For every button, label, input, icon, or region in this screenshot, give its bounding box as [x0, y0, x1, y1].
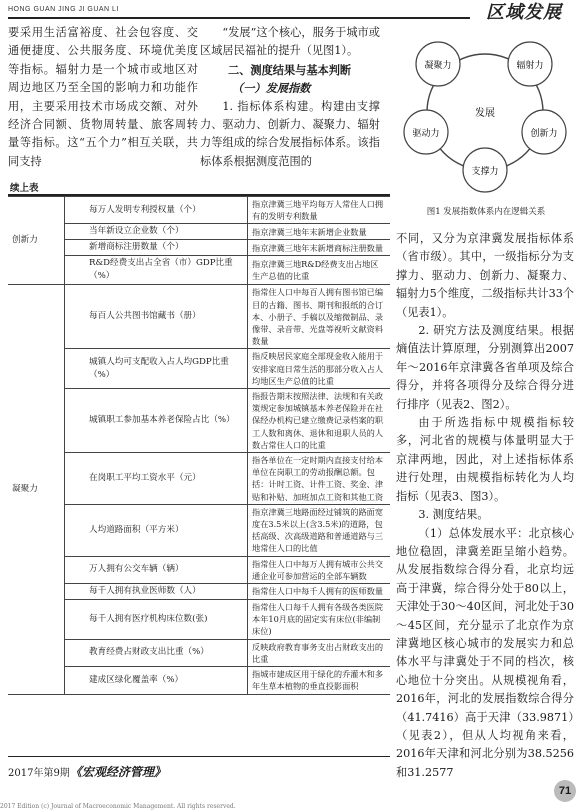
col3-p1: 不同，又分为京津冀发展指标体系（省市级）。其中，一级指标分为支撑力、驱动力、创新力、凝聚力、辐射力5个维度，二级指标共计33个（见表1）。	[396, 232, 574, 319]
col2-intro: “发展”这个核心，服务于城市或区域居民福祉的提升（见图1）。	[200, 26, 380, 58]
node-label: 驱动力	[412, 129, 440, 139]
figure-diagram	[396, 28, 574, 198]
col2-para: 1. 指标体系构建。构建由支撑力、驱动力、创新力、凝聚力、辐射力等组成的综合发展指标体系。该指标体系根据测度范围的	[200, 99, 380, 168]
description-cell: 指常住人口每千人拥有各级各类医院本年10月底的固定实有床位(非编制床位)	[248, 600, 391, 640]
table-row	[8, 197, 390, 224]
center-label: 发展	[475, 108, 495, 119]
node-label: 创新力	[530, 129, 558, 139]
description-cell: 指报告期末按照法律、法规和有关政策规定参加城镇基本养老保险并在社保经办机构已建立缴费记录档案的职工人数和离休、退休和退职人员的人数占常住人口的比重	[248, 389, 391, 453]
table-row	[8, 504, 390, 556]
header-rule	[8, 17, 490, 19]
description-cell: 指各单位在一定时期内直接支付给本单位在岗职工的劳动报酬总额。包括：计时工资、计件工资、奖金、津贴和补贴、加班加点工资和其他工资	[248, 453, 391, 505]
table-row	[8, 256, 390, 285]
node-fusheli	[508, 42, 552, 86]
figure-1	[396, 28, 574, 198]
node-qudongli	[404, 110, 448, 154]
description-cell: 指城市建成区用于绿化的乔灌木和多年生草本植物的垂直投影面积	[248, 667, 391, 694]
description-cell: 指京津冀三地R&D经费支出占地区生产总值的比重	[248, 256, 391, 285]
table-row	[8, 285, 390, 349]
indicator-cell: 城镇人均可支配收入占人均GDP比重（%）	[65, 349, 248, 389]
category-cell: 创新力	[8, 197, 65, 285]
column-3	[396, 230, 574, 782]
table-row	[8, 600, 390, 640]
description-cell: 指常住人口中每百人拥有图书馆已编目的古籍、图书、期刊和报纸的合订本、小册子、手稿以及缩微制品、录像带、录音带、光盘等视听文献资料数量	[248, 285, 391, 349]
table-row	[8, 453, 390, 505]
indicator-cell: 每千人拥有执业医师数（人）	[65, 584, 248, 600]
col3-p3: 由于所选指标中规模指标较多，河北省的规模与体量明显大于京津两地，因此，对上述指标体系进行处理，由规模指标转化为人均指标（见表3、图3）。	[396, 416, 574, 503]
indicator-cell: 每万人发明专利授权量（个）	[65, 197, 248, 224]
description-cell: 指反映居民家庭全部现金收入能用于安排家庭日常生活的那部分收入占人均地区生产总值的比重	[248, 349, 391, 389]
indicator-cell: 建成区绿化覆盖率（%）	[65, 667, 248, 694]
footer-issue	[8, 763, 166, 780]
section-logo: 区域发展	[470, 0, 578, 22]
table-row	[8, 224, 390, 240]
table-label: 续上表	[10, 183, 39, 194]
description-cell: 指京津冀三地年末新增商标注册数量	[248, 240, 391, 256]
table-row	[8, 584, 390, 600]
issue-text: 2017年第9期	[8, 768, 70, 779]
category-cell: 凝聚力	[8, 285, 65, 694]
description-cell: 指京津冀三地年末新增企业数量	[248, 224, 391, 240]
page-number: 71	[554, 780, 576, 802]
table-row	[8, 667, 390, 694]
indicator-cell: 每百人公共图书馆藏书（册）	[65, 285, 248, 349]
journal-name: 《宏观经济管理》	[69, 765, 166, 779]
description-cell: 指京津冀三地路面经过铺筑的路面宽度在3.5米以上(含3.5米)的道路，包括高级、次高级道路和普通道路与三地常住人口的比值	[248, 504, 391, 556]
node-chuangxinli	[522, 110, 566, 154]
node-label: 凝聚力	[424, 61, 452, 71]
col3-p5: （1）总体发展水平：北京核心地位稳固，津冀差距呈缩小趋势。从发展指数综合得分看，北京均远高于津冀，综合得分处于80以上，天津处于30～40区间，河北处于30～45区间，充分显示了北京作为京津冀地区核心城市的发展实力和总体水平与津冀处于不同的档次，核心地位十分突出。从规模视角看，2016年，河北的发展指数综合得分（41.7416）高于天津（33.9871）（见表2），但从人均视角来看，2016年天津和河北分别为38.5256和31.2577	[396, 526, 574, 779]
column-2	[200, 24, 380, 171]
column-1	[8, 24, 198, 171]
indicator-table	[8, 196, 390, 695]
indicator-cell: R&D经费支出占全省（市）GDP比重（%）	[65, 256, 248, 285]
indicator-cell: 新增商标注册数量（个）	[65, 240, 248, 256]
node-label: 支撑力	[471, 167, 499, 177]
indicator-cell: 每千人拥有医疗机构床位数(张)	[65, 600, 248, 640]
description-cell: 指常住人口中每万人拥有城市公共交通企业可参加营运的全部车辆数	[248, 556, 391, 583]
node-zhichengli	[463, 148, 507, 192]
footer-rule	[8, 756, 390, 757]
figure-caption: 图1 发展指数体系内在逻辑关系	[426, 207, 546, 217]
table-row	[8, 639, 390, 666]
indicator-cell: 在岗职工平均工资水平（元）	[65, 453, 248, 505]
table-row	[8, 240, 390, 256]
indicator-cell: 人均道路面积（平方米）	[65, 504, 248, 556]
col1-text: 要采用生活富裕度、社会包容度、交通便捷度、公共服务度、环境优美度等指标。辐射力是一个城市或地区对周边地区乃至全国的影响力和功能作用，主要采用技术市场成交额、对外经济合同额、货物周转量、旅客周转量等指标。这“五个力”相互关联，共同支持	[8, 26, 198, 168]
indicator-cell: 城镇职工参加基本养老保险占比（%）	[65, 389, 248, 453]
node-label: 辐射力	[516, 61, 544, 71]
table-row	[8, 349, 390, 389]
indicator-cell: 教育经费占财政支出比重（%）	[65, 639, 248, 666]
table-row	[8, 389, 390, 453]
description-cell: 指常住人口中每千人拥有的医师数量	[248, 584, 391, 600]
subsection-heading: （一）发展指数	[232, 81, 311, 96]
description-cell: 指京津冀三地平均每万人常住人口拥有的发明专利数量	[248, 197, 391, 224]
node-ningjuli	[416, 42, 460, 86]
section-heading: 二、测度结果与基本判断	[228, 62, 352, 77]
col3-p4: 3. 测度结果。	[418, 508, 489, 522]
running-head: HONG GUAN JING JI GUAN LI	[8, 6, 119, 13]
table-row	[8, 556, 390, 583]
description-cell: 反映政府教育事务支出占财政支出的比重	[248, 639, 391, 666]
indicator-cell: 当年新设立企业数（个）	[65, 224, 248, 240]
indicator-cell: 万人拥有公交车辆（辆）	[65, 556, 248, 583]
copyright-strip: 2017 Edition (c) Journal of Macroeconomic Management. All rights reserved.	[0, 803, 236, 810]
col3-p2: 2. 研究方法及测度结果。根据熵值法计算原理，分别测算出2007年～2016年京津冀各省单项及综合得分，并将各项得分及综合得分进行排序（见表2、图2）。	[396, 324, 574, 411]
